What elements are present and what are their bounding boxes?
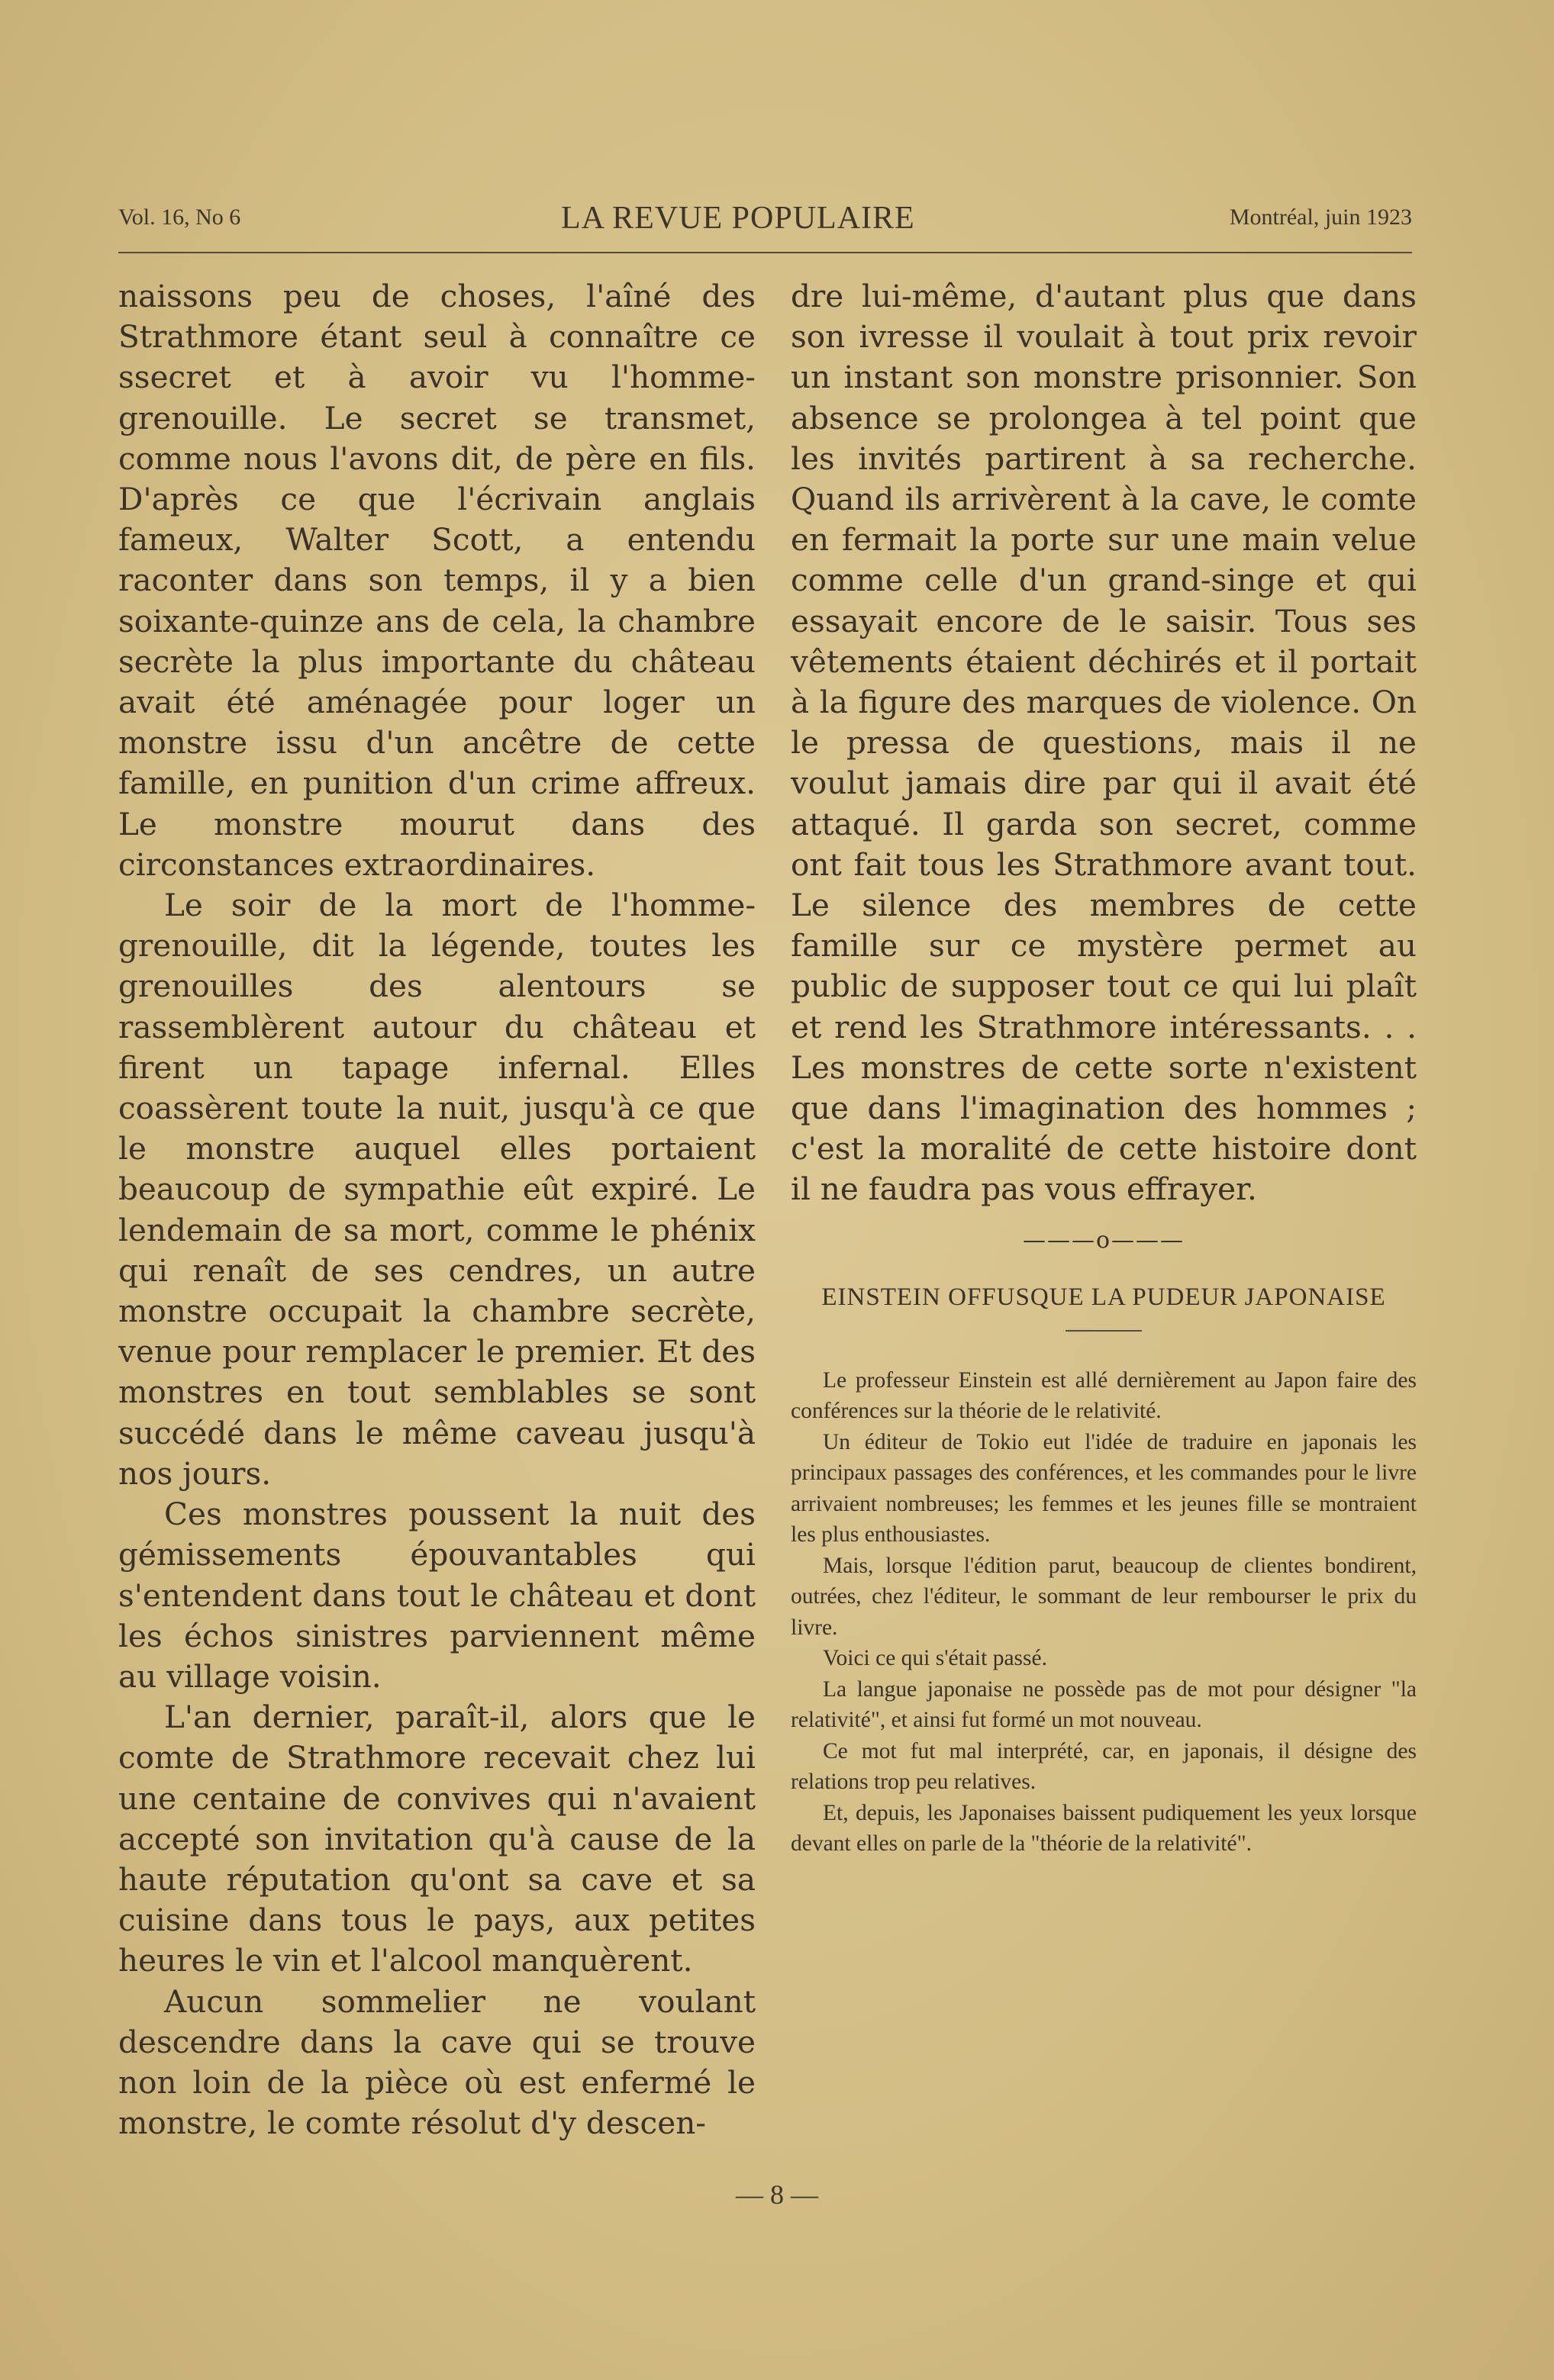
volume-number: Vol. 16, No 6 [118,205,241,230]
article-paragraph: Le professeur Einstein est allé dernièrement au Japon faire des conférences sur la théorie de le relativité. [791,1367,1417,1424]
publication-title: LA REVUE POPULAIRE [561,201,915,236]
article-paragraph: La langue japonaise ne possède pas de mot pour désigner "la relativité", et ainsi fut formé un mot nouveau. [791,1676,1417,1733]
section-separator: ———o——— [1022,1226,1185,1254]
header-rule [118,252,1412,253]
article-paragraph: Voici ce qui s'était passé. [823,1646,1047,1671]
paragraph: naissons peu de choses, l'aîné des Strathmore étant seul à connaître ce ssecret et à avoir vu l'homme-grenouille. Le secret se transmet, comme nous l'avons dit, de père en fils. D'après ce que l'écrivain anglais fameux, Walter Scott, a entendu raconter dans son temps, il y a bien soixante-quinze ans de cela, la chambre secrète la plus importante du château avait été aménagée pour loger un monstre issu d'un ancêtre de cette famille, en punition d'un crime affreux. Le monstre mourut dans des circonstances extraordinaires. [118,278,756,883]
article-paragraph: Mais, lorsque l'édition parut, beaucoup de clientes bondirent, outrées, chez l'éditeur, le sommant de leur rembourser le prix du livre. [791,1553,1417,1640]
article-paragraph: Et, depuis, les Japonaises baissent pudiquement les yeux lorsque devant elles on parle de la "théorie de la relativité". [791,1800,1417,1857]
paragraph: Aucun sommelier ne voulant descendre dans la cave qui se trouve non loin de la pièce où est enfermé le monstre, le comte résolut d'y descen- [118,1982,756,2142]
article-headline: EINSTEIN OFFUSQUE LA PUDEUR JAPONAISE [821,1283,1386,1311]
paragraph: Le soir de la mort de l'homme-grenouille, dit la légende, toutes les grenouilles des alentours se rassemblèrent autour du château et firent un tapage infernal. Elles coassèrent toute la nuit, jusqu'à ce que le monstre auquel elles portaient beaucoup de sympathie eût expiré. Le lendemain de sa mort, comme le phénix qui renaît de ses cendres, un autre monstre occupait la chambre secrète, venue pour remplacer le premier. Et des monstres en tout semblables se sont succédé dans le même caveau jusqu'à nos jours. [118,887,756,1492]
paragraph: L'an dernier, paraît-il, alors que le comte de Strathmore recevait chez lui une centaine de convives qui n'avaient accepté son invitation qu'à cause de la haute réputation qu'ont sa cave et sa cuisine dans tous le pays, aux petites heures le vin et l'alcool manquèrent. [118,1699,756,1979]
issue-date: Montréal, juin 1923 [1229,205,1412,230]
article-paragraph: Un éditeur de Tokio eut l'idée de traduire en japonais les principaux passages des conférences, et les commandes pour le livre arrivaient nombreuses; les femmes et les jeunes fille se montraient les plus enthousiastes. [791,1429,1417,1547]
paragraph: Ces monstres poussent la nuit des gémissements épouvantables qui s'entendent dans tout le château et dont les échos sinistres parviennent même au village voisin. [118,1496,756,1695]
right-column [791,276,1417,1860]
paragraph: dre lui-même, d'autant plus que dans son ivresse il voulait à tout prix revoir un instant son monstre prisonnier. Son absence se prolongea à tel point que les invités partirent à sa recherche. Quand ils arrivèrent à la cave, le comte en fermait la porte sur une main velue comme celle d'un grand-singe et qui essayait encore de le saisir. Tous ses vêtements étaient déchirés et il portait à la figure des marques de violence. On le pressa de questions, mais il ne voulut jamais dire par qui il avait été attaqué. Il garda son secret, comme ont fait tous les Strathmore avant tout. Le silence des membres de cette famille sur ce mystère permet au public de supposer tout ce qui lui plaît et rend les Strathmore intéressants. . . Les monstres de cette sorte n'existent que dans l'imagination des hommes ; c'est la moralité de cette histoire dont il ne faudra pas vous effrayer. [791,278,1417,1208]
headline-rule [1066,1330,1142,1332]
page-number: — 8 — [736,2179,818,2210]
page-header [118,200,1412,237]
left-column [118,276,756,2143]
article-paragraph: Ce mot fut mal interprété, car, en japonais, il désigne des relations trop peu relatives. [791,1738,1417,1795]
